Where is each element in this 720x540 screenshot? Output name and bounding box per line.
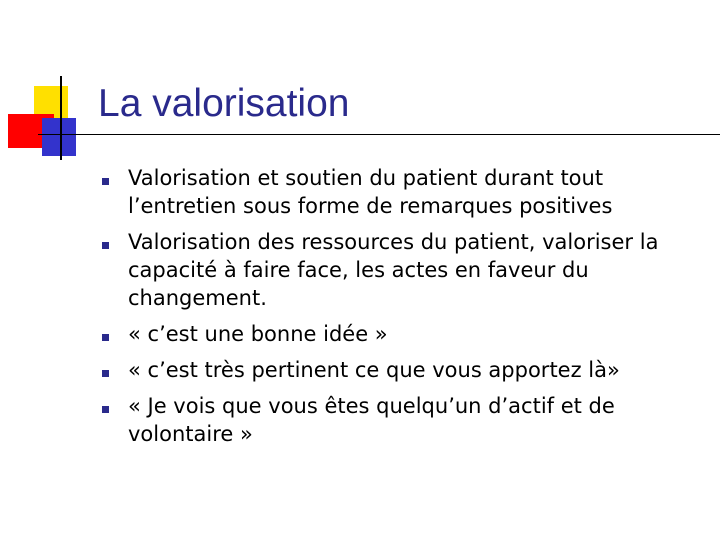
slide-title: La valorisation [98,82,350,125]
bullet-text: « c’est très pertinent ce que vous apportez là» [128,358,620,382]
bullet-text: « Je vois que vous êtes quelqu’un d’actif et de volontaire » [128,394,615,446]
bullet-text: Valorisation des ressources du patient, valoriser la capacité à faire face, les actes en faveur du changement. [128,230,659,310]
bullet-item [100,320,700,348]
decorative-blue-square [42,118,76,156]
bullet-item [100,392,700,448]
bullet-item [100,164,700,220]
square-bullet-icon [102,370,109,377]
square-bullet-icon [102,178,109,185]
bullet-item [100,356,700,384]
decorative-vertical-line [60,76,62,160]
bullet-text: Valorisation et soutien du patient durant tout l’entretien sous forme de remarques positives [128,166,613,218]
bullet-item [100,228,700,312]
square-bullet-icon [102,406,109,413]
bullet-list [100,164,700,456]
title-underline [38,134,720,135]
bullet-text: « c’est une bonne idée » [128,322,388,346]
square-bullet-icon [102,334,109,341]
square-bullet-icon [102,242,109,249]
